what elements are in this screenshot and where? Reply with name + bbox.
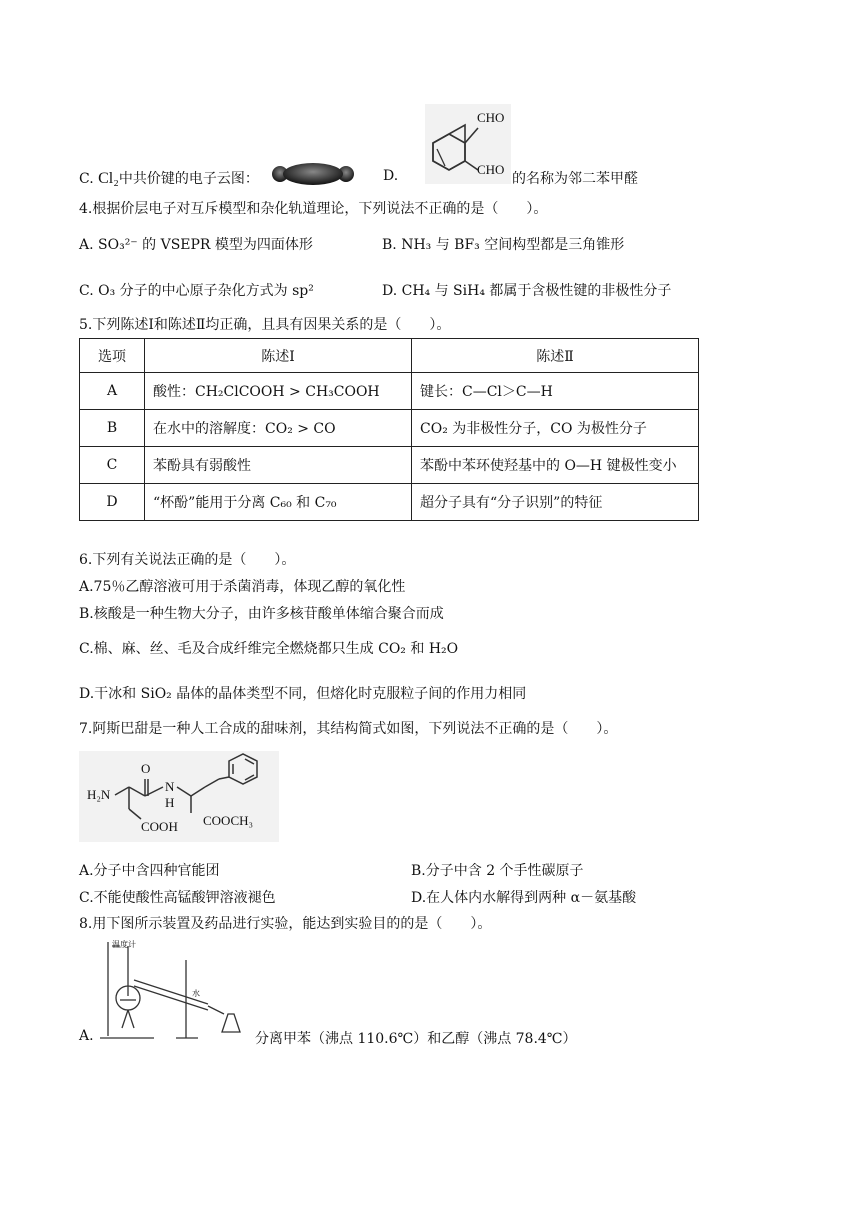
phthalaldehyde-structure [425, 104, 511, 184]
row-option: C [80, 447, 145, 484]
q8-stem: 8.用下图所示装置及药品进行实验，能达到实验目的的是（ ）。 [79, 916, 492, 932]
q7-option-c: C.不能使酸性高锰酸钾溶液褪色 [79, 890, 276, 906]
row-statement-2: CO₂ 为非极性分子，CO 为极性分子 [412, 410, 699, 447]
cooh-label: COOH [141, 819, 178, 834]
q7-option-a: A.分子中含四种官能团 [79, 863, 220, 879]
thermometer-label: 温度计 [112, 940, 136, 949]
cooch3-label: COOCH₃ [203, 813, 254, 828]
q3-c-formula: Cl₂ [98, 170, 119, 187]
q3-c-prefix: C. [79, 171, 99, 187]
q6-option-d: D.干冰和 SiO₂ 晶体的晶体类型不同，但熔化时克服粒子间的作用力相同 [79, 686, 527, 702]
q4-stem: 4.根据价层电子对互斥模型和杂化轨道理论，下列说法不正确的是（ ）。 [79, 201, 548, 217]
amide-h-label: H [165, 795, 175, 810]
q6-option-a: A.75％乙醇溶液可用于杀菌消毒，体现乙醇的氧化性 [79, 579, 406, 595]
q5-table [79, 338, 699, 521]
header-statement-2: 陈述Ⅱ [412, 339, 699, 373]
q7-option-b: B.分子中含 2 个手性碳原子 [411, 863, 584, 879]
table-row [80, 410, 699, 447]
water-label: 水 [192, 989, 200, 998]
row-statement-2: 超分子具有“分子识别”的特征 [412, 484, 699, 521]
table-row [80, 447, 699, 484]
cho-bottom-label: CHO [477, 162, 505, 177]
q3-c-text: 中共价键的电子云图： [118, 171, 259, 187]
row-statement-2: 键长：C—Cl＞C—H [412, 373, 699, 410]
q3-d-text: 的名称为邻二苯甲醛 [512, 171, 638, 187]
q3-option-c [79, 168, 259, 188]
cho-top-label: CHO [477, 110, 505, 125]
electron-cloud-image [270, 160, 356, 188]
q6-stem: 6.下列有关说法正确的是（ ）。 [79, 552, 296, 568]
row-statement-1: 酸性：CH₂ClCOOH > CH₃COOH [145, 373, 412, 410]
q6-option-c: C.棉、麻、丝、毛及合成纤维完全燃烧都只生成 CO₂ 和 H₂O [79, 641, 459, 657]
q7-stem: 7.阿斯巴甜是一种人工合成的甜味剂，其结构简式如图，下列说法不正确的是（ ）。 [79, 721, 618, 737]
row-option: D [80, 484, 145, 521]
q5-stem: 5.下列陈述Ⅰ和陈述Ⅱ均正确，且具有因果关系的是（ ）。 [79, 317, 451, 333]
row-statement-1: “杯酚”能用于分离 C₆₀ 和 C₇₀ [145, 484, 412, 521]
table-header-row [80, 339, 699, 373]
q4-option-a: A. SO₃²⁻ 的 VSEPR 模型为四面体形 [79, 237, 313, 253]
q4-option-c: C. O₃ 分子的中心原子杂化方式为 sp² [79, 283, 314, 299]
table-row [80, 373, 699, 410]
aspartame-structure [79, 751, 279, 842]
row-statement-1: 苯酚具有弱酸性 [145, 447, 412, 484]
table-row [80, 484, 699, 521]
q8-a-prefix: A. [79, 1028, 94, 1044]
row-statement-2: 苯酚中苯环使羟基中的 O—H 键极性变小 [412, 447, 699, 484]
q3-d-prefix: D. [383, 168, 399, 184]
row-option: A [80, 373, 145, 410]
row-statement-1: 在水中的溶解度：CO₂ > CO [145, 410, 412, 447]
q6-option-b: B.核酸是一种生物大分子，由许多核苷酸单体缩合聚合而成 [79, 606, 444, 622]
q7-option-d: D.在人体内水解得到两种 α－氨基酸 [411, 890, 637, 906]
header-statement-1: 陈述Ⅰ [145, 339, 412, 373]
q4-option-b: B. NH₃ 与 BF₃ 空间构型都是三角锥形 [382, 237, 625, 253]
header-option: 选项 [80, 339, 145, 373]
q4-option-d: D. CH₄ 与 SiH₄ 都属于含极性键的非极性分子 [382, 283, 672, 299]
row-option: B [80, 410, 145, 447]
amide-n-label: N [165, 779, 175, 794]
q8-option-a-text: 分离甲苯（沸点 110.6℃）和乙醇（沸点 78.4℃） [255, 1031, 577, 1047]
nh2-label: H₂N [87, 787, 111, 802]
distillation-apparatus-image [98, 940, 248, 1044]
carbonyl-o-label: O [141, 761, 151, 776]
